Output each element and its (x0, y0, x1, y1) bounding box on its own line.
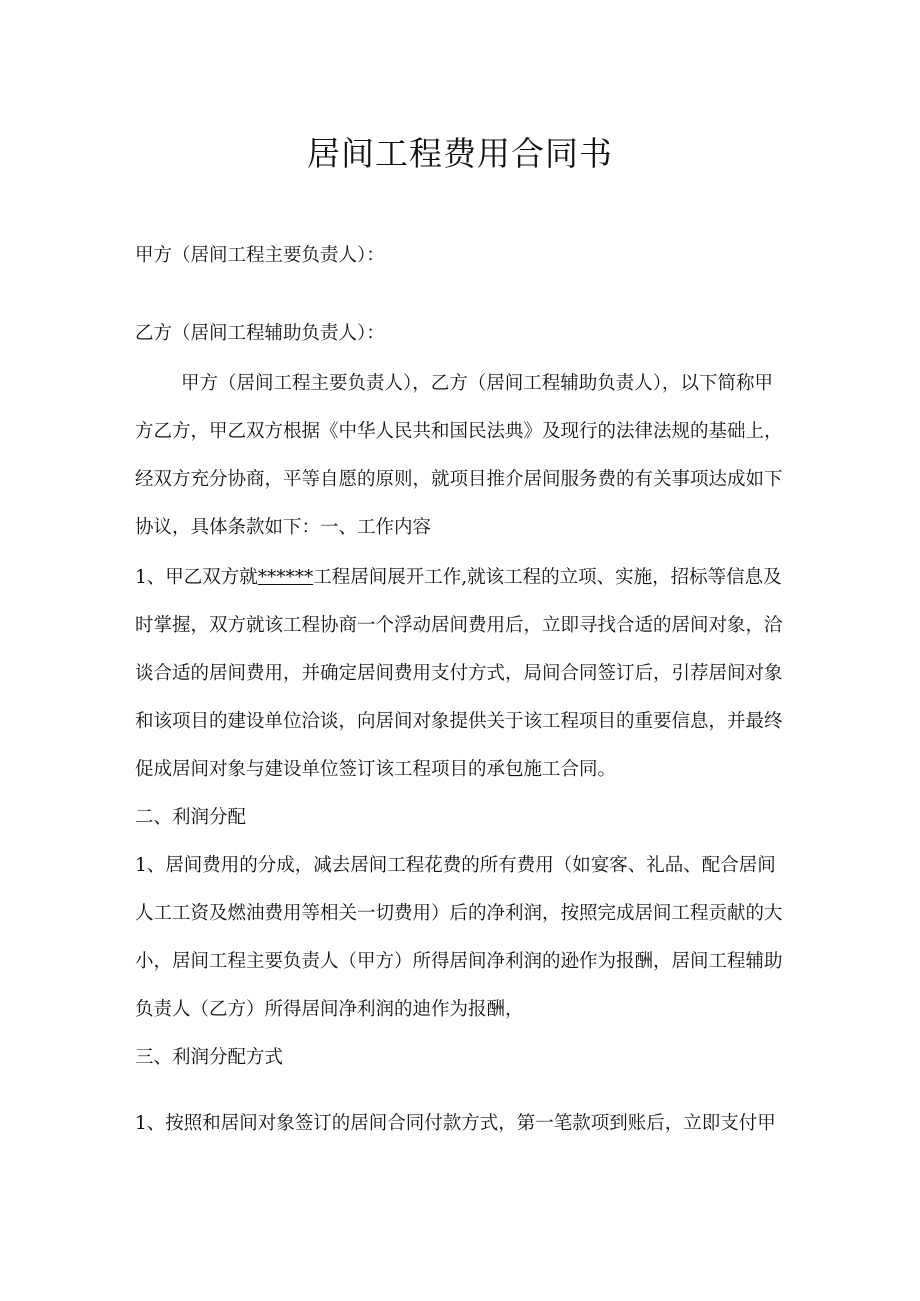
intro-line-4: 协议，具体条款如下：一、工作内容 (135, 517, 432, 538)
project-name-placeholder: ****** (257, 567, 314, 588)
section1-item1-line-1 (135, 566, 782, 590)
section1-item1-line-3: 谈合适的居间费用，并确定居间费用支付方式，局间合同签订后，引荐居间对象 (135, 663, 783, 684)
party-a-label: 甲方（居间工程主要负责人）： (135, 245, 385, 266)
section3-item1-line-1: 1、按照和居间对象签订的居间合同付款方式，第一笔款项到账后，立即支付甲 (135, 1113, 776, 1134)
section1-item1-line-4: 和该项目的建设单位洽谈，向居间对象提供关于该工程项目的重要信息，并最终 (135, 711, 783, 732)
intro-line-3: 经双方充分协商，平等自愿的原则，就项目推介居间服务费的有关事项达成如下 (135, 469, 783, 490)
section2-item1-line-2: 人工工资及燃油费用等相关一切费用）后的净利润，按照完成居间工程贡献的大 (135, 903, 783, 924)
section2-item1-line-4: 负责人（乙方）所得居间净利润的迪作为报酬， (135, 999, 524, 1020)
section1-item1-line-2: 时掌握，双方就该工程协商一个浮动居间费用后，立即寻找合适的居间对象，洽 (135, 615, 783, 636)
section1-item1-line-5: 促成居间对象与建设单位签订该工程项目的承包施工合同。 (135, 759, 617, 780)
section2-item1-line-1: 1、居间费用的分成，减去居间工程花费的所有费用（如宴客、礼品、配合居间 (135, 855, 776, 876)
item-line1-rest: 工程居间展开工作,就该工程的立项、实施，招标等信息及 (313, 567, 782, 588)
section2-item1-line-3: 小，居间工程主要负责人（甲方）所得居间净利润的逊作为报酬，居间工程辅助 (135, 951, 783, 972)
intro-line-1: 甲方（居间工程主要负责人），乙方（居间工程辅助负责人），以下简称甲 (181, 373, 774, 394)
item-prefix: 1、甲乙双方就 (135, 567, 258, 588)
intro-line-2: 方乙方，甲乙双方根据《中华人民共和国民法典》及现行的法律法规的基础上， (135, 421, 783, 442)
section3-heading: 三、利润分配方式 (135, 1047, 284, 1068)
party-b-label: 乙方（居间工程辅助负责人）： (135, 323, 385, 344)
section2-heading: 二、利润分配 (135, 807, 247, 828)
document-title: 居间工程费用合同书 (307, 134, 613, 173)
